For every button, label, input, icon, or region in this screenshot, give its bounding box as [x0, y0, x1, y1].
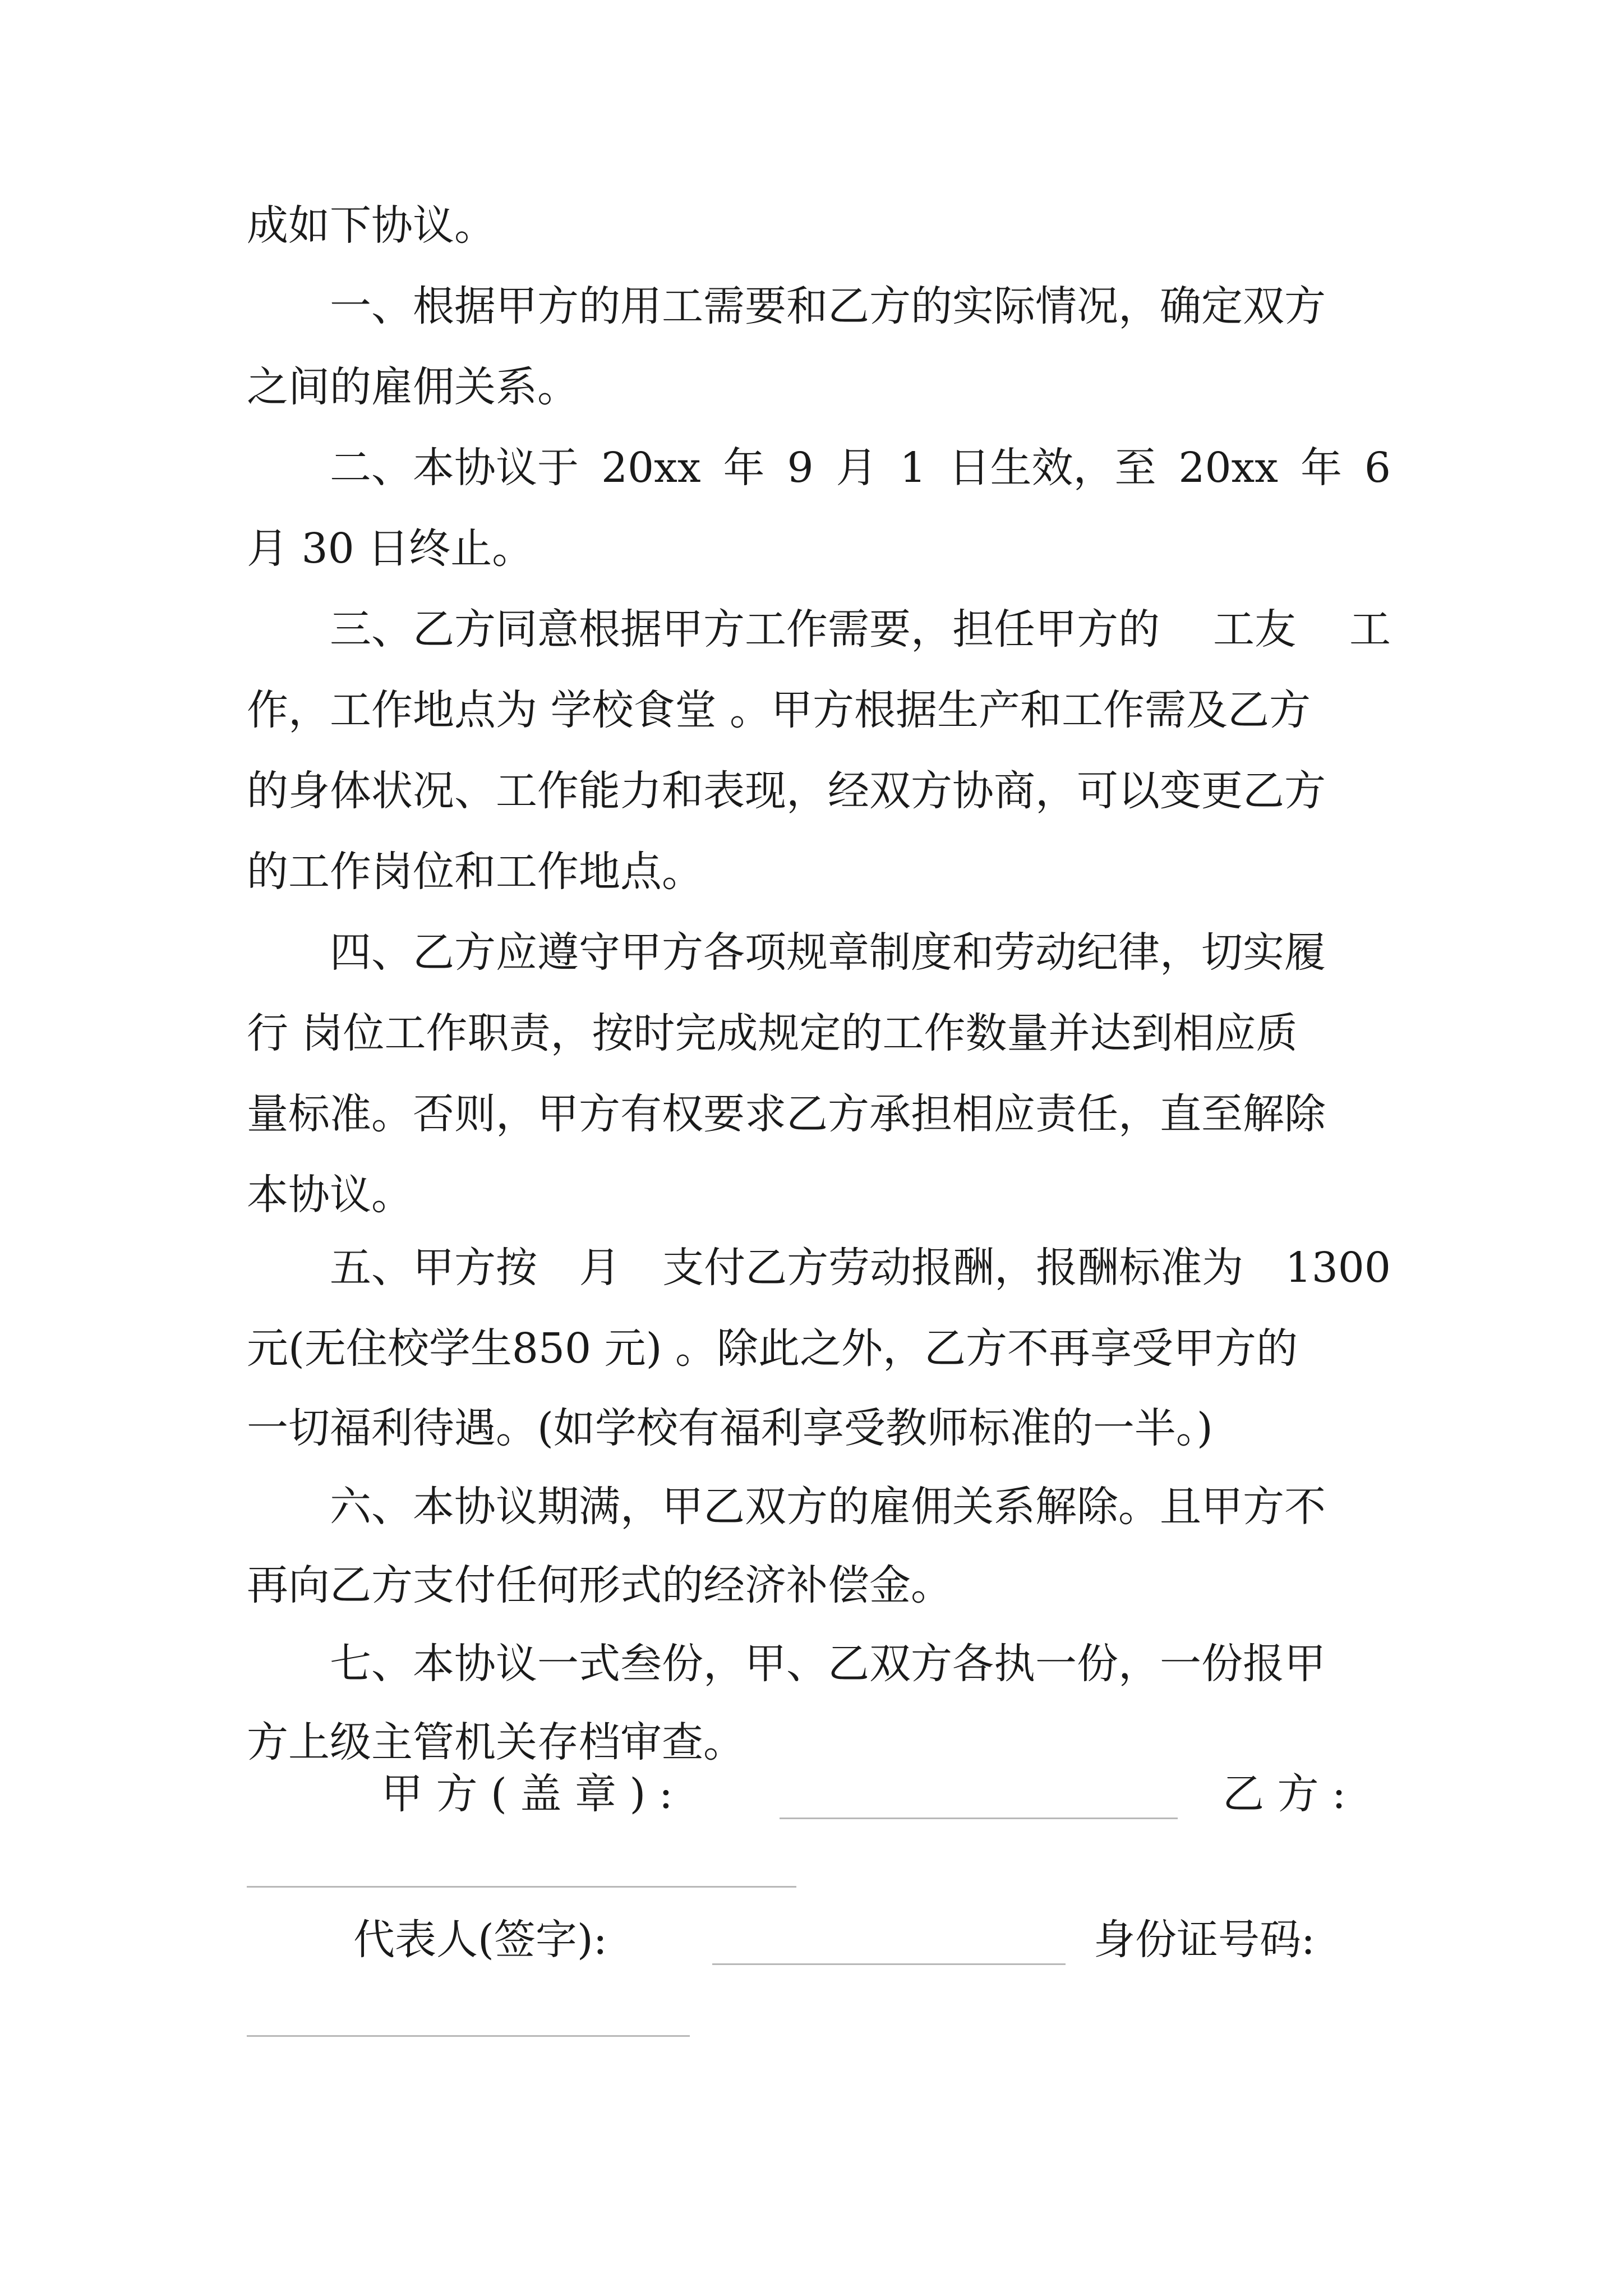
- text-segment: 20xx: [1178, 444, 1279, 492]
- text-segment: 1: [900, 444, 926, 492]
- text-line: 一、根据甲方的用工需要和乙方的实际情况，确定双方: [247, 282, 1326, 330]
- text-line: 本协议。: [247, 1171, 413, 1219]
- party-b-signature-line: [247, 1886, 796, 1888]
- text-line: 成如下协议。: [247, 201, 496, 250]
- text-line: 的工作岗位和工作地点。: [247, 848, 703, 896]
- text-segment: 支付乙方劳动报酬，报酬标准为: [662, 1244, 1244, 1292]
- text-segment: 20xx: [601, 444, 701, 492]
- text-line: 再向乙方支付任何形式的经济补偿金。: [247, 1561, 952, 1609]
- text-line: 月 30 日终止。: [247, 524, 534, 573]
- text-segment: 日生效，至: [948, 444, 1156, 492]
- text-segment: 五、甲方按: [247, 1244, 537, 1292]
- text-line: 之间的雇佣关系。: [247, 363, 579, 411]
- text-segment: 9: [787, 444, 814, 492]
- representative-signature-line: [712, 1963, 1066, 1965]
- text-segment: 工: [1349, 605, 1391, 654]
- text-segment: 年: [1300, 444, 1342, 492]
- text-line: 四、乙方应遵守甲方各项规章制度和劳动纪律，切实履: [247, 928, 1326, 977]
- text-line: [247, 440, 1391, 496]
- party-b-label: 乙 方 :: [1223, 1770, 1346, 1818]
- representative-label: 代表人(签字):: [353, 1916, 607, 1964]
- text-segment: 工友: [1213, 605, 1296, 654]
- text-line: [247, 1240, 1391, 1296]
- party-a-signature-line: [780, 1818, 1178, 1819]
- text-segment: 1300: [1285, 1244, 1391, 1292]
- text-segment: 月: [579, 1244, 621, 1292]
- text-segment: 二、本协议于: [247, 444, 579, 492]
- id-number-line: [247, 2035, 690, 2037]
- text-line: 元(无住校学生850 元) 。除此之外，乙方不再享受甲方的: [247, 1324, 1298, 1373]
- text-line: 量标准。否则，甲方有权要求乙方承担相应责任，直至解除: [247, 1090, 1326, 1138]
- text-line: 的身体状况、工作能力和表现，经双方协商，可以变更乙方: [247, 767, 1326, 815]
- text-segment: 三、乙方同意根据甲方工作需要，担任甲方的: [247, 605, 1160, 654]
- text-segment: 6: [1364, 444, 1391, 492]
- text-line: [247, 601, 1391, 657]
- id-number-label: 身份证号码:: [1094, 1916, 1315, 1964]
- text-line: 方上级主管机关存档审查。: [247, 1718, 745, 1766]
- text-segment: 年: [723, 444, 765, 492]
- text-line: 一切福利待遇。(如学校有福利享受教师标准的一半。): [247, 1404, 1213, 1452]
- text-line: 七、本协议一式叁份，甲、乙双方各执一份，一份报甲: [247, 1640, 1326, 1688]
- text-line: 六、本协议期满，甲乙双方的雇佣关系解除。且甲方不: [247, 1483, 1326, 1531]
- text-segment: 月: [836, 444, 878, 492]
- text-line: 作，工作地点为 学校食堂 。甲方根据生产和工作需及乙方: [247, 686, 1311, 734]
- text-line: 行 岗位工作职责，按时完成规定的工作数量并达到相应质: [247, 1009, 1298, 1057]
- party-a-seal-label: 甲 方 ( 盖 章 ) :: [381, 1770, 673, 1818]
